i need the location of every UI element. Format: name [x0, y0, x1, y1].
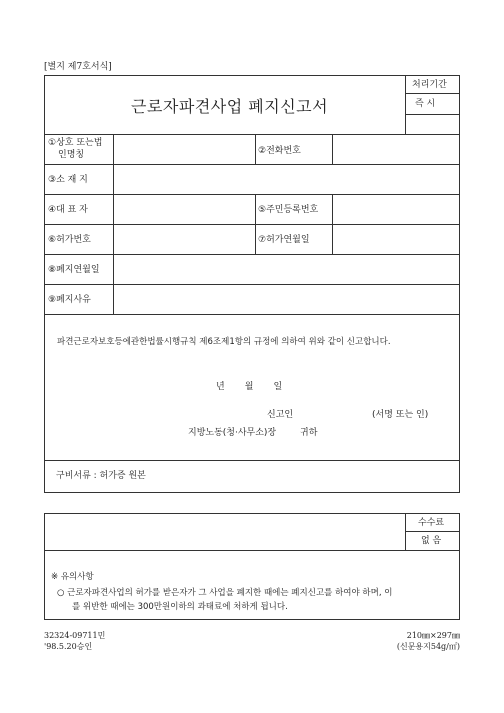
closure-reason-field[interactable]	[115, 286, 458, 312]
form-title: 근로자파견사업 폐지신고서	[131, 97, 329, 116]
permit-number-field[interactable]	[115, 226, 253, 252]
date-line: 년 월 일	[216, 382, 283, 392]
permit-date-label: ⑦허가연월일	[258, 235, 310, 245]
form-number: [별지 제7호서식]	[44, 62, 112, 72]
permit-number-label: ⑥허가번호	[48, 235, 91, 245]
business-name-label: ①상호 또는법 인명칭	[48, 138, 103, 160]
phone-field[interactable]	[334, 136, 458, 162]
recipient-suffix: 귀하	[300, 428, 318, 438]
closure-date-field[interactable]	[115, 256, 458, 282]
closure-date-label: ⑧폐지연월일	[48, 265, 100, 275]
notes-heading: ※ 유의사항	[51, 572, 94, 582]
notes-box	[44, 513, 460, 620]
processing-period-value: 즉 시	[415, 99, 436, 109]
footer-right: 210㎜×297㎜ (신문용지54g/㎡)	[396, 631, 460, 651]
closure-reason-label: ⑨폐지사유	[48, 295, 91, 305]
notes-line-1: ○ 근로자파견사업의 허가를 받은자가 그 사업을 폐지한 때에는 폐지신고를 하여야 하며, 이	[57, 588, 393, 598]
representative-label: ④대 표 자	[48, 205, 88, 215]
processing-period-label: 처리기간	[412, 80, 447, 90]
address-field[interactable]	[115, 166, 458, 192]
main-form	[44, 75, 460, 493]
recipient: 지방노동(청·사무소)장	[188, 428, 277, 438]
resident-number-field[interactable]	[334, 196, 458, 222]
attachments-text: 구비서류 : 허가증 원본	[56, 471, 146, 481]
declaration-text: 파견근로자보호등에관한법률시행규칙 제6조제1항의 규정에 의하여 위와 같이 신고합니다.	[57, 337, 391, 347]
permit-date-field[interactable]	[334, 226, 458, 252]
notes-line-2: 를 위반한 때에는 300만원이하의 과태료에 처하게 됩니다.	[72, 602, 288, 612]
signature-label: (서명 또는 인)	[372, 410, 429, 420]
representative-field[interactable]	[115, 196, 253, 222]
phone-label: ②전화번호	[258, 146, 301, 156]
footer-left: 32324-09711민 '98.5.20승인	[44, 631, 106, 651]
address-label: ③소 재 지	[48, 175, 88, 185]
fee-value: 없 음	[421, 536, 442, 546]
reporter-label: 신고인	[267, 410, 294, 420]
fee-label: 수수료	[418, 518, 445, 528]
resident-number-label: ⑤주민등록번호	[258, 205, 319, 215]
business-name-field[interactable]	[115, 136, 253, 162]
